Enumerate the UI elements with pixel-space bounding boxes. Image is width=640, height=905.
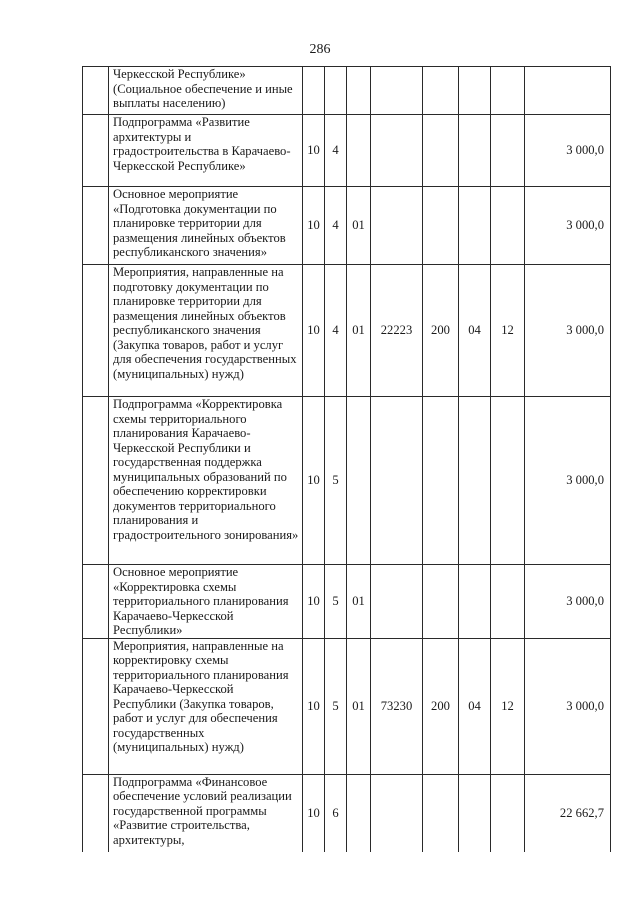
table-row — [83, 565, 611, 639]
code-cell — [371, 774, 423, 852]
row-name-cell: Черкесской Республике» (Социальное обеспечение и иные выплаты населению) — [109, 67, 303, 115]
code-cell: 10 — [303, 638, 325, 774]
row-number-cell — [83, 565, 109, 639]
code-cell — [371, 187, 423, 265]
code-cell: 10 — [303, 774, 325, 852]
code-cell — [459, 187, 491, 265]
code-cell — [459, 774, 491, 852]
code-cell: 4 — [325, 187, 347, 265]
code-cell: 01 — [347, 187, 371, 265]
table-row — [83, 67, 611, 115]
code-cell: 10 — [303, 115, 325, 187]
row-name-cell: Подпрограмма «Корректировка схемы территориального планирования Карачаево-Черкесской Республики и государственная поддержка муниципальных образований по обеспечению корректировки документов территориального планирования и градостроительного зонирования» — [109, 397, 303, 565]
code-cell: 73230 — [371, 638, 423, 774]
code-cell: 5 — [325, 397, 347, 565]
row-name-cell: Подпрограмма «Финансовое обеспечение условий реализации государственной программы «Развитие строительства, архитектуры, — [109, 774, 303, 852]
row-number-cell — [83, 638, 109, 774]
code-cell: 04 — [459, 638, 491, 774]
amount-cell: 3 000,0 — [525, 397, 611, 565]
code-cell — [423, 67, 459, 115]
code-cell: 4 — [325, 265, 347, 397]
code-cell: 12 — [491, 265, 525, 397]
code-cell — [347, 115, 371, 187]
code-cell — [423, 187, 459, 265]
table-row — [83, 187, 611, 265]
code-cell: 5 — [325, 638, 347, 774]
code-cell: 10 — [303, 565, 325, 639]
row-number-cell — [83, 67, 109, 115]
code-cell: 01 — [347, 565, 371, 639]
code-cell — [459, 115, 491, 187]
table-row — [83, 774, 611, 852]
code-cell — [347, 774, 371, 852]
row-number-cell — [83, 397, 109, 565]
row-name-cell: Подпрограмма «Развитие архитектуры и градостроительства в Карачаево-Черкесской Республике» — [109, 115, 303, 187]
row-name-cell: Основное мероприятие «Корректировка схемы территориального планирования Карачаево-Черкесской Республики» — [109, 565, 303, 639]
code-cell — [491, 187, 525, 265]
row-number-cell — [83, 187, 109, 265]
code-cell: 10 — [303, 397, 325, 565]
code-cell: 22223 — [371, 265, 423, 397]
amount-cell: 3 000,0 — [525, 565, 611, 639]
code-cell — [459, 397, 491, 565]
table-row — [83, 397, 611, 565]
code-cell: 5 — [325, 565, 347, 639]
row-number-cell — [83, 774, 109, 852]
row-number-cell — [83, 115, 109, 187]
code-cell — [371, 115, 423, 187]
code-cell: 01 — [347, 265, 371, 397]
amount-cell — [525, 67, 611, 115]
page-number: 286 — [309, 42, 331, 57]
table-row — [83, 115, 611, 187]
amount-cell: 22 662,7 — [525, 774, 611, 852]
code-cell — [491, 774, 525, 852]
code-cell — [459, 565, 491, 639]
table-row — [83, 638, 611, 774]
code-cell — [325, 67, 347, 115]
code-cell — [371, 397, 423, 565]
code-cell: 4 — [325, 115, 347, 187]
code-cell — [491, 67, 525, 115]
row-number-cell — [83, 265, 109, 397]
code-cell — [347, 397, 371, 565]
code-cell: 6 — [325, 774, 347, 852]
code-cell — [423, 115, 459, 187]
table-row — [83, 265, 611, 397]
code-cell — [303, 67, 325, 115]
code-cell — [459, 67, 491, 115]
code-cell — [491, 565, 525, 639]
code-cell — [491, 115, 525, 187]
code-cell — [423, 397, 459, 565]
code-cell: 10 — [303, 265, 325, 397]
code-cell: 200 — [423, 638, 459, 774]
code-cell — [371, 565, 423, 639]
code-cell: 12 — [491, 638, 525, 774]
code-cell — [371, 67, 423, 115]
code-cell: 10 — [303, 187, 325, 265]
amount-cell: 3 000,0 — [525, 187, 611, 265]
amount-cell: 3 000,0 — [525, 115, 611, 187]
code-cell — [491, 397, 525, 565]
code-cell: 04 — [459, 265, 491, 397]
code-cell: 01 — [347, 638, 371, 774]
code-cell: 200 — [423, 265, 459, 397]
code-cell — [423, 565, 459, 639]
row-name-cell: Мероприятия, направленные на корректировку схемы территориального планирования Карачаево-Черкесской Республики (Закупка товаров, работ и услуг для обеспечения государственных (муниципальных) нужд) — [109, 638, 303, 774]
row-name-cell: Мероприятия, направленные на подготовку документации по планировке территории для размещения линейных объектов республиканского значения (Закупка товаров, работ и услуг для обеспечения государственных (муниципальных) нужд) — [109, 265, 303, 397]
amount-cell: 3 000,0 — [525, 638, 611, 774]
amount-cell: 3 000,0 — [525, 265, 611, 397]
code-cell — [423, 774, 459, 852]
code-cell — [347, 67, 371, 115]
budget-table — [82, 66, 611, 852]
row-name-cell: Основное мероприятие «Подготовка документации по планировке территории для размещения линейных объектов республиканского значения» — [109, 187, 303, 265]
